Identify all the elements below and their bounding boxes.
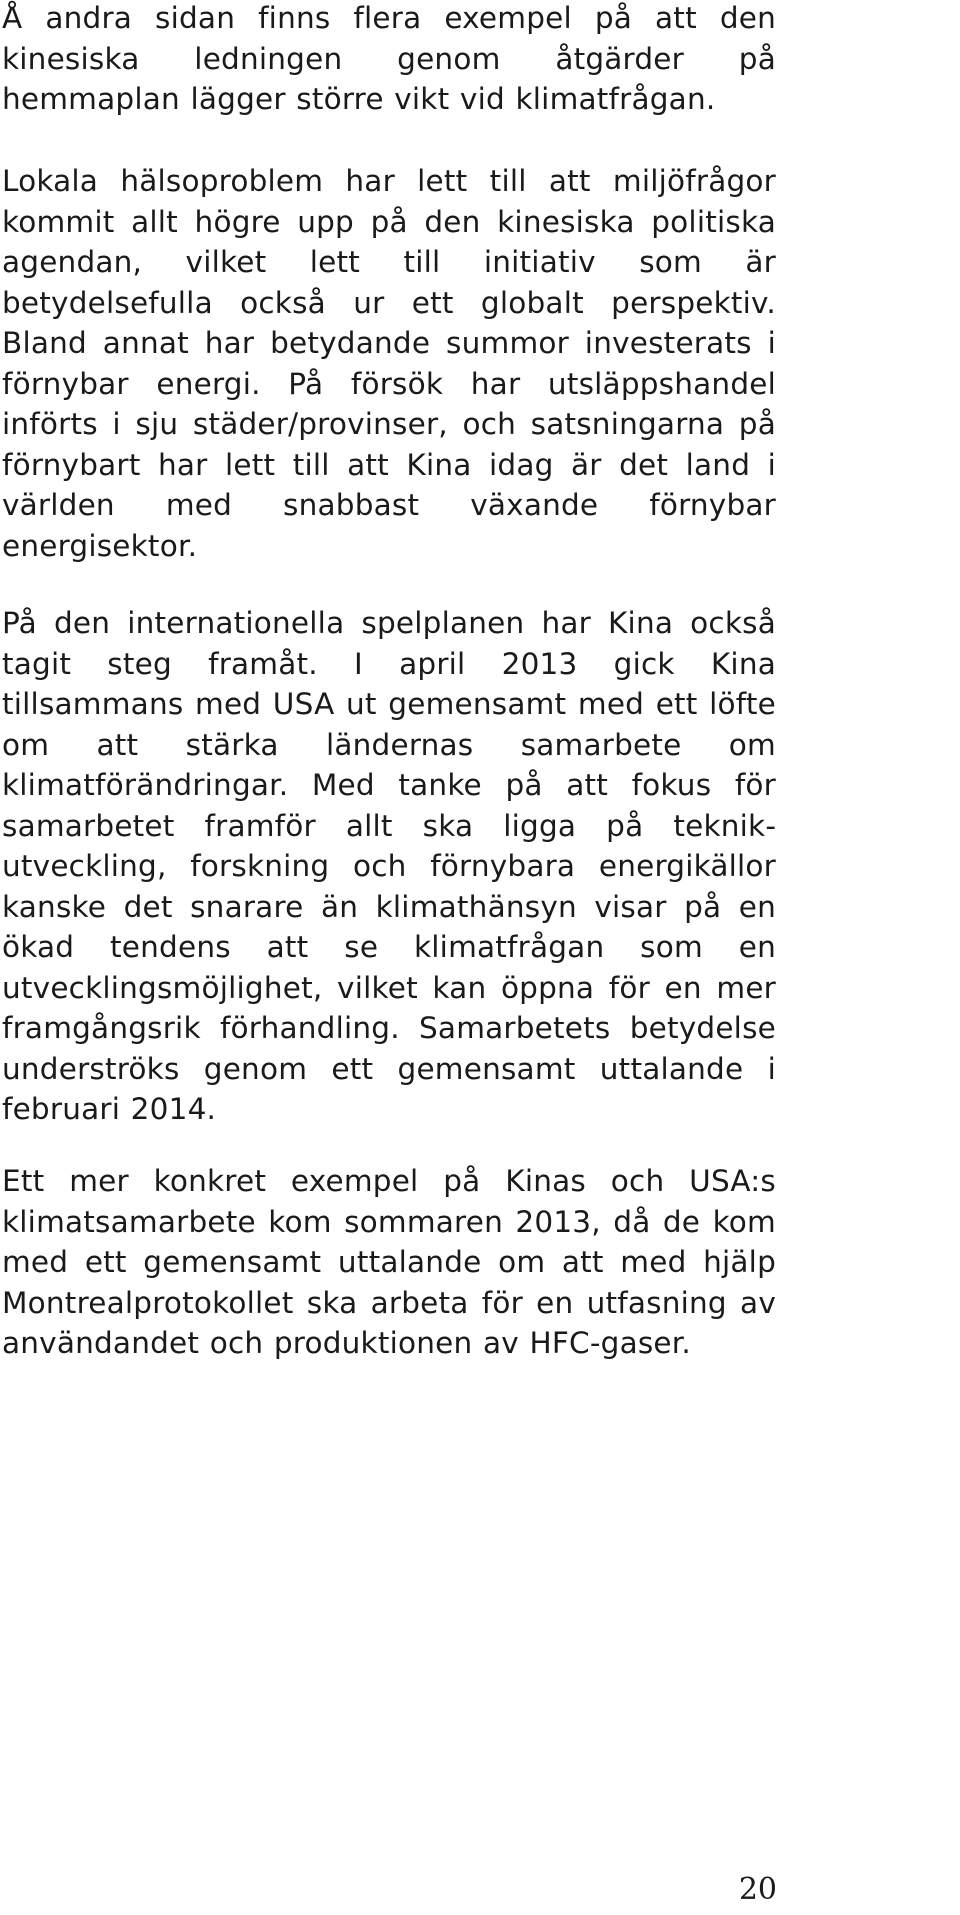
paragraph-4: Ett mer konkret exempel på Kinas och USA:s klimatsamarbete kom sommaren 2013, då de kom med ett gemensamt uttalande om att med hjälp Montrealprotokollet ska arbeta för en utfasning av användandet och produktionen av HFC-gaser. (2, 1164, 776, 1360)
page-number: 20 (738, 1872, 777, 1907)
paragraph-3: På den internationella spelplanen har Kina också tagit steg framåt. I april 2013 gick Kina tillsammans med USA ut gemensamt med ett löfte om att stärka ländernas samarbete om klimatförändringar. Med tanke på att fokus för samarbetet framför allt ska ligga på teknikutveckling, forskning och förnybara energikällor kanske det snarare än klimathänsyn visar på en ökad tendens att se klimatfrågan som en utvecklingsmöjlighet, vilket kan öppna för en mer framgångsrik förhandling. Samarbetets betydelse underströks genom ett gemensamt uttalande i februari 2014. (2, 606, 776, 1126)
paragraph-2: Lokala hälsoproblem har lett till att miljöfrågor kommit allt högre upp på den kinesiska politiska agendan, vilket lett till initiativ som är betydelsefulla också ur ett globalt perspektiv. Bland annat har betydande summor investerats i förnybar energi. På försök har utsläppshandel införts i sju städer/provinser, och satsningarna på förnybart har lett till att Kina idag är det land i världen med snabbast växande förnybar energisektor. (2, 164, 776, 563)
paragraph-1: Å andra sidan finns flera exempel på att den kinesiska ledningen genom åtgärder på hemmaplan lägger större vikt vid klimatfrågan. (2, 1, 776, 116)
